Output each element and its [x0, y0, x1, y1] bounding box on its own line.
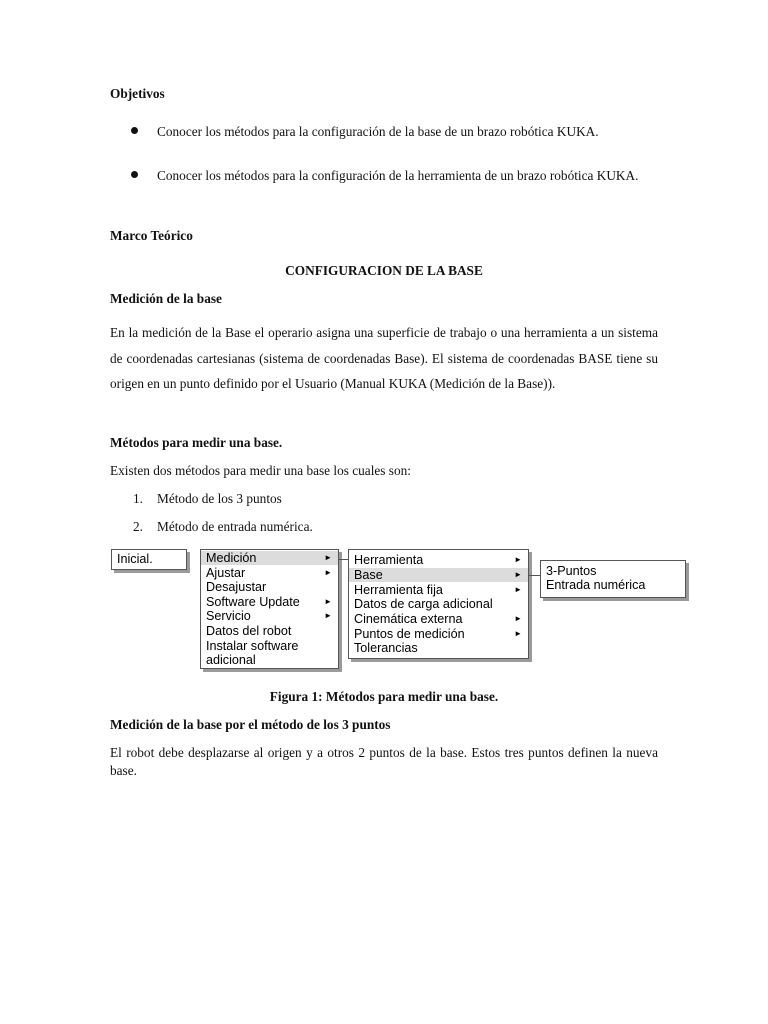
menu-item-label: adicional	[206, 653, 256, 667]
menu-item-desajustar[interactable]	[201, 580, 338, 594]
menu-item-label: 3-Puntos	[546, 564, 597, 578]
submenu-arrow-icon: ►	[324, 553, 332, 562]
main-menu	[200, 549, 339, 669]
list-item: Método de entrada numérica.	[157, 519, 313, 534]
menu-item-label: Tolerancias	[354, 641, 418, 655]
submenu-arrow-icon: ►	[514, 629, 522, 638]
base-submenu	[540, 560, 686, 598]
medicion-paragraph: En la medición de la Base el operario asigna una superficie de trabajo o una herramienta a un sistema de coordenadas cartesianas (sistema de coordenadas Base). El sistema de coordenadas BASE tiene su origen en un punto definido por el Usuario (Manual KUKA (Medición de la Base)).	[110, 325, 658, 391]
marco-heading: Marco Teórico	[110, 228, 193, 243]
menu-item-label: Herramienta	[354, 553, 424, 567]
section-title: CONFIGURACION DE LA BASE	[285, 263, 483, 278]
menu-item-servicio[interactable]	[201, 609, 338, 623]
menu-item-cinematica-externa[interactable]	[349, 612, 528, 626]
submenu-arrow-icon: ►	[324, 611, 332, 620]
menu-item-instalar-software[interactable]	[201, 639, 338, 653]
metodos-heading: Métodos para medir una base.	[110, 435, 283, 450]
menu-item-label: Herramienta fija	[354, 583, 443, 597]
menu-item-tolerancias[interactable]	[349, 641, 528, 655]
submenu-arrow-icon: ►	[514, 585, 522, 594]
list-item-number: 1.	[133, 491, 143, 506]
menu-connector	[528, 575, 540, 576]
menu-item-label: Medición	[206, 551, 257, 565]
figure-caption: Figura 1: Métodos para medir una base.	[269, 689, 499, 704]
submenu-arrow-icon: ►	[324, 568, 332, 577]
menu-item-label: Desajustar	[206, 580, 267, 594]
menu-item-label: Datos del robot	[206, 624, 292, 638]
menu-item-herramienta-fija[interactable]	[349, 583, 528, 597]
metodos-intro: Existen dos métodos para medir una base los cuales son:	[110, 463, 411, 478]
list-item-number: 2.	[133, 519, 143, 534]
menu-item-adicional[interactable]	[201, 653, 338, 667]
list-item: Método de los 3 puntos	[157, 491, 282, 506]
menu-item-datos-robot[interactable]	[201, 624, 338, 638]
medicion-submenu	[348, 549, 529, 659]
menu-item-label: Ajustar	[206, 566, 246, 580]
menu-item-label: Servicio	[206, 609, 251, 623]
menu-connector	[338, 559, 348, 560]
menu-item-herramienta[interactable]	[349, 553, 528, 567]
menu-item-label: Cinemática externa	[354, 612, 463, 626]
menu-item-ajustar[interactable]	[201, 566, 338, 580]
submenu-arrow-icon: ►	[514, 570, 522, 579]
menu-item-puntos-medicion[interactable]	[349, 627, 528, 641]
bullet-icon	[131, 171, 138, 178]
objectives-heading: Objetivos	[110, 86, 165, 101]
start-button-label: Inicial.	[117, 552, 153, 566]
menu-item-datos-carga[interactable]	[349, 597, 528, 611]
menu-item-entrada-numerica[interactable]	[541, 578, 685, 592]
menu-item-label: Instalar software	[206, 639, 299, 653]
menu-item-label: Base	[354, 568, 383, 582]
tres-puntos-heading: Medición de la base por el método de los 3 puntos	[110, 717, 391, 732]
submenu-arrow-icon: ►	[324, 597, 332, 606]
submenu-arrow-icon: ►	[514, 555, 522, 564]
objective-item: Conocer los métodos para la configuración de la herramienta de un brazo robótica KUKA.	[157, 168, 639, 183]
start-button[interactable]	[111, 549, 187, 570]
menu-item-medicion[interactable]	[201, 551, 338, 565]
submenu-arrow-icon: ►	[514, 614, 522, 623]
bullet-icon	[131, 127, 138, 134]
menu-item-label: Datos de carga adicional	[354, 597, 493, 611]
tres-puntos-paragraph: El robot debe desplazarse al origen y a otros 2 puntos de la base. Estos tres puntos definen la nueva base.	[110, 745, 658, 778]
menu-item-base[interactable]	[349, 568, 528, 582]
medicion-heading: Medición de la base	[110, 291, 222, 306]
menu-item-3-puntos[interactable]	[541, 564, 685, 578]
menu-item-label: Software Update	[206, 595, 300, 609]
menu-item-software-update[interactable]	[201, 595, 338, 609]
menu-item-label: Entrada numérica	[546, 578, 646, 592]
objective-item: Conocer los métodos para la configuración de la base de un brazo robótica KUKA.	[157, 124, 599, 139]
menu-item-label: Puntos de medición	[354, 627, 465, 641]
